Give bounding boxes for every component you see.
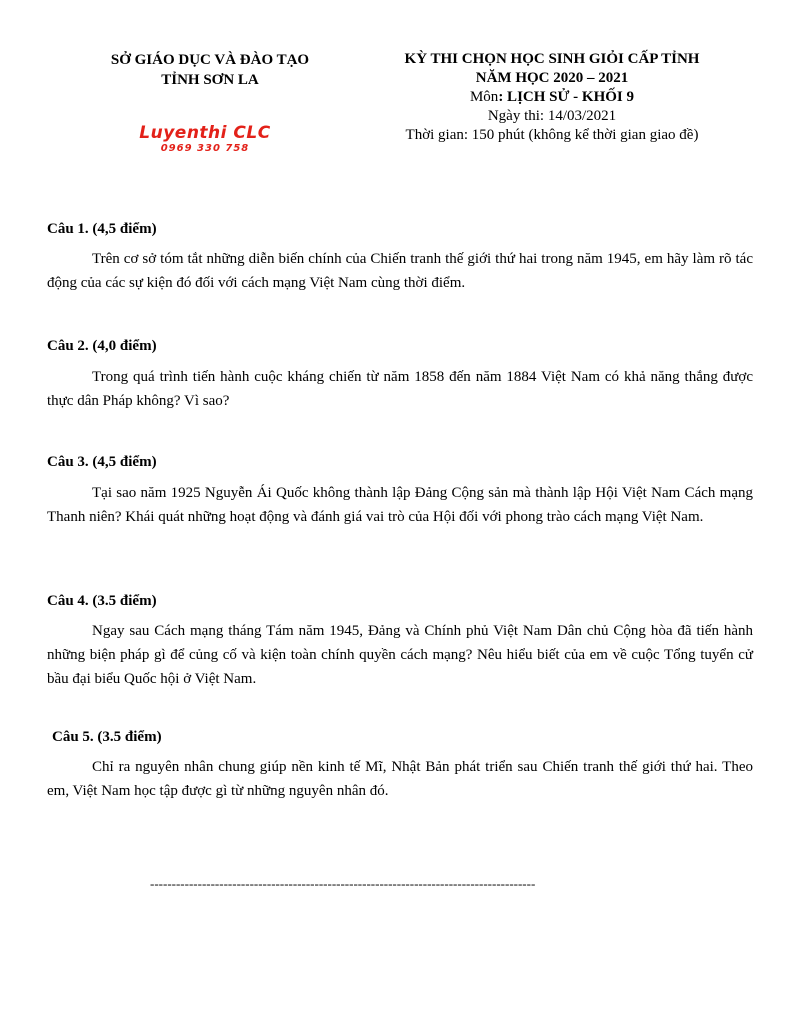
department-name: SỞ GIÁO DỤC VÀ ĐÀO TẠO: [110, 52, 310, 68]
question-2-body: Trong quá trình tiến hành cuộc kháng chiến từ năm 1858 đến năm 1884 Việt Nam có khả năng thắng được thực dân Pháp không? Vì sao?: [47, 369, 753, 409]
question-3-body: Tại sao năm 1925 Nguyễn Ái Quốc không thành lập Đảng Cộng sản mà thành lập Hội Việt Nam Cách mạng Thanh niên? Khái quát những hoạt động và đánh giá vai trò của Hội đối với phong trào cách mạng Việt Nam.: [47, 485, 753, 525]
exam-date: Ngày thi: 14/03/2021: [487, 108, 617, 124]
question-1-title: Câu 1. (4,5 điểm): [47, 221, 157, 237]
logo-phone: 0969 330 758: [160, 143, 250, 154]
exam-header: [352, 50, 752, 145]
exam-duration: Thời gian: 150 phút (không kể thời gian giao đề): [405, 127, 699, 143]
end-divider: -----------------------------------------------------------------------------------------: [150, 876, 536, 891]
department-header: [70, 50, 350, 90]
question-3-title: Câu 3. (4,5 điểm): [47, 454, 157, 470]
school-year: NĂM HỌC 2020 – 2021: [475, 70, 629, 86]
logo-name: Luyenthi CLC: [139, 123, 271, 143]
question-1-body: Trên cơ sở tóm tắt những diễn biến chính của Chiến tranh thế giới thứ hai trong năm 1945, em hãy làm rõ tác động của các sự kiện đó đối với cách mạng Việt Nam cùng thời điểm.: [47, 251, 753, 291]
question-4-body: Ngay sau Cách mạng tháng Tám năm 1945, Đảng và Chính phủ Việt Nam Dân chủ Cộng hòa đã tiến hành những biện pháp gì để củng cố và kiện toàn chính quyền cách mạng? Nêu hiểu biết của em về cuộc Tổng tuyển cử bầu đại biểu Quốc hội ở Việt Nam.: [47, 623, 753, 687]
question-4-title: Câu 4. (3.5 điểm): [47, 593, 157, 609]
question-2-title: Câu 2. (4,0 điểm): [47, 338, 157, 354]
watermark-logo: [130, 123, 280, 155]
subject-line: [352, 88, 752, 107]
question-5-title: Câu 5. (3.5 điểm): [52, 729, 162, 745]
subject-prefix: Môn: [469, 89, 499, 105]
province-name: TỈNH SƠN LA: [161, 72, 259, 88]
exam-title: KỲ THI CHỌN HỌC SINH GIỎI CẤP TỈNH: [404, 51, 700, 67]
subject-name: : LỊCH SỬ - KHỐI 9: [498, 89, 635, 105]
question-5-body: Chỉ ra nguyên nhân chung giúp nền kinh tế Mĩ, Nhật Bản phát triển sau Chiến tranh thế giới thứ hai. Theo em, Việt Nam học tập được gì từ những nguyên nhân đó.: [47, 759, 753, 799]
